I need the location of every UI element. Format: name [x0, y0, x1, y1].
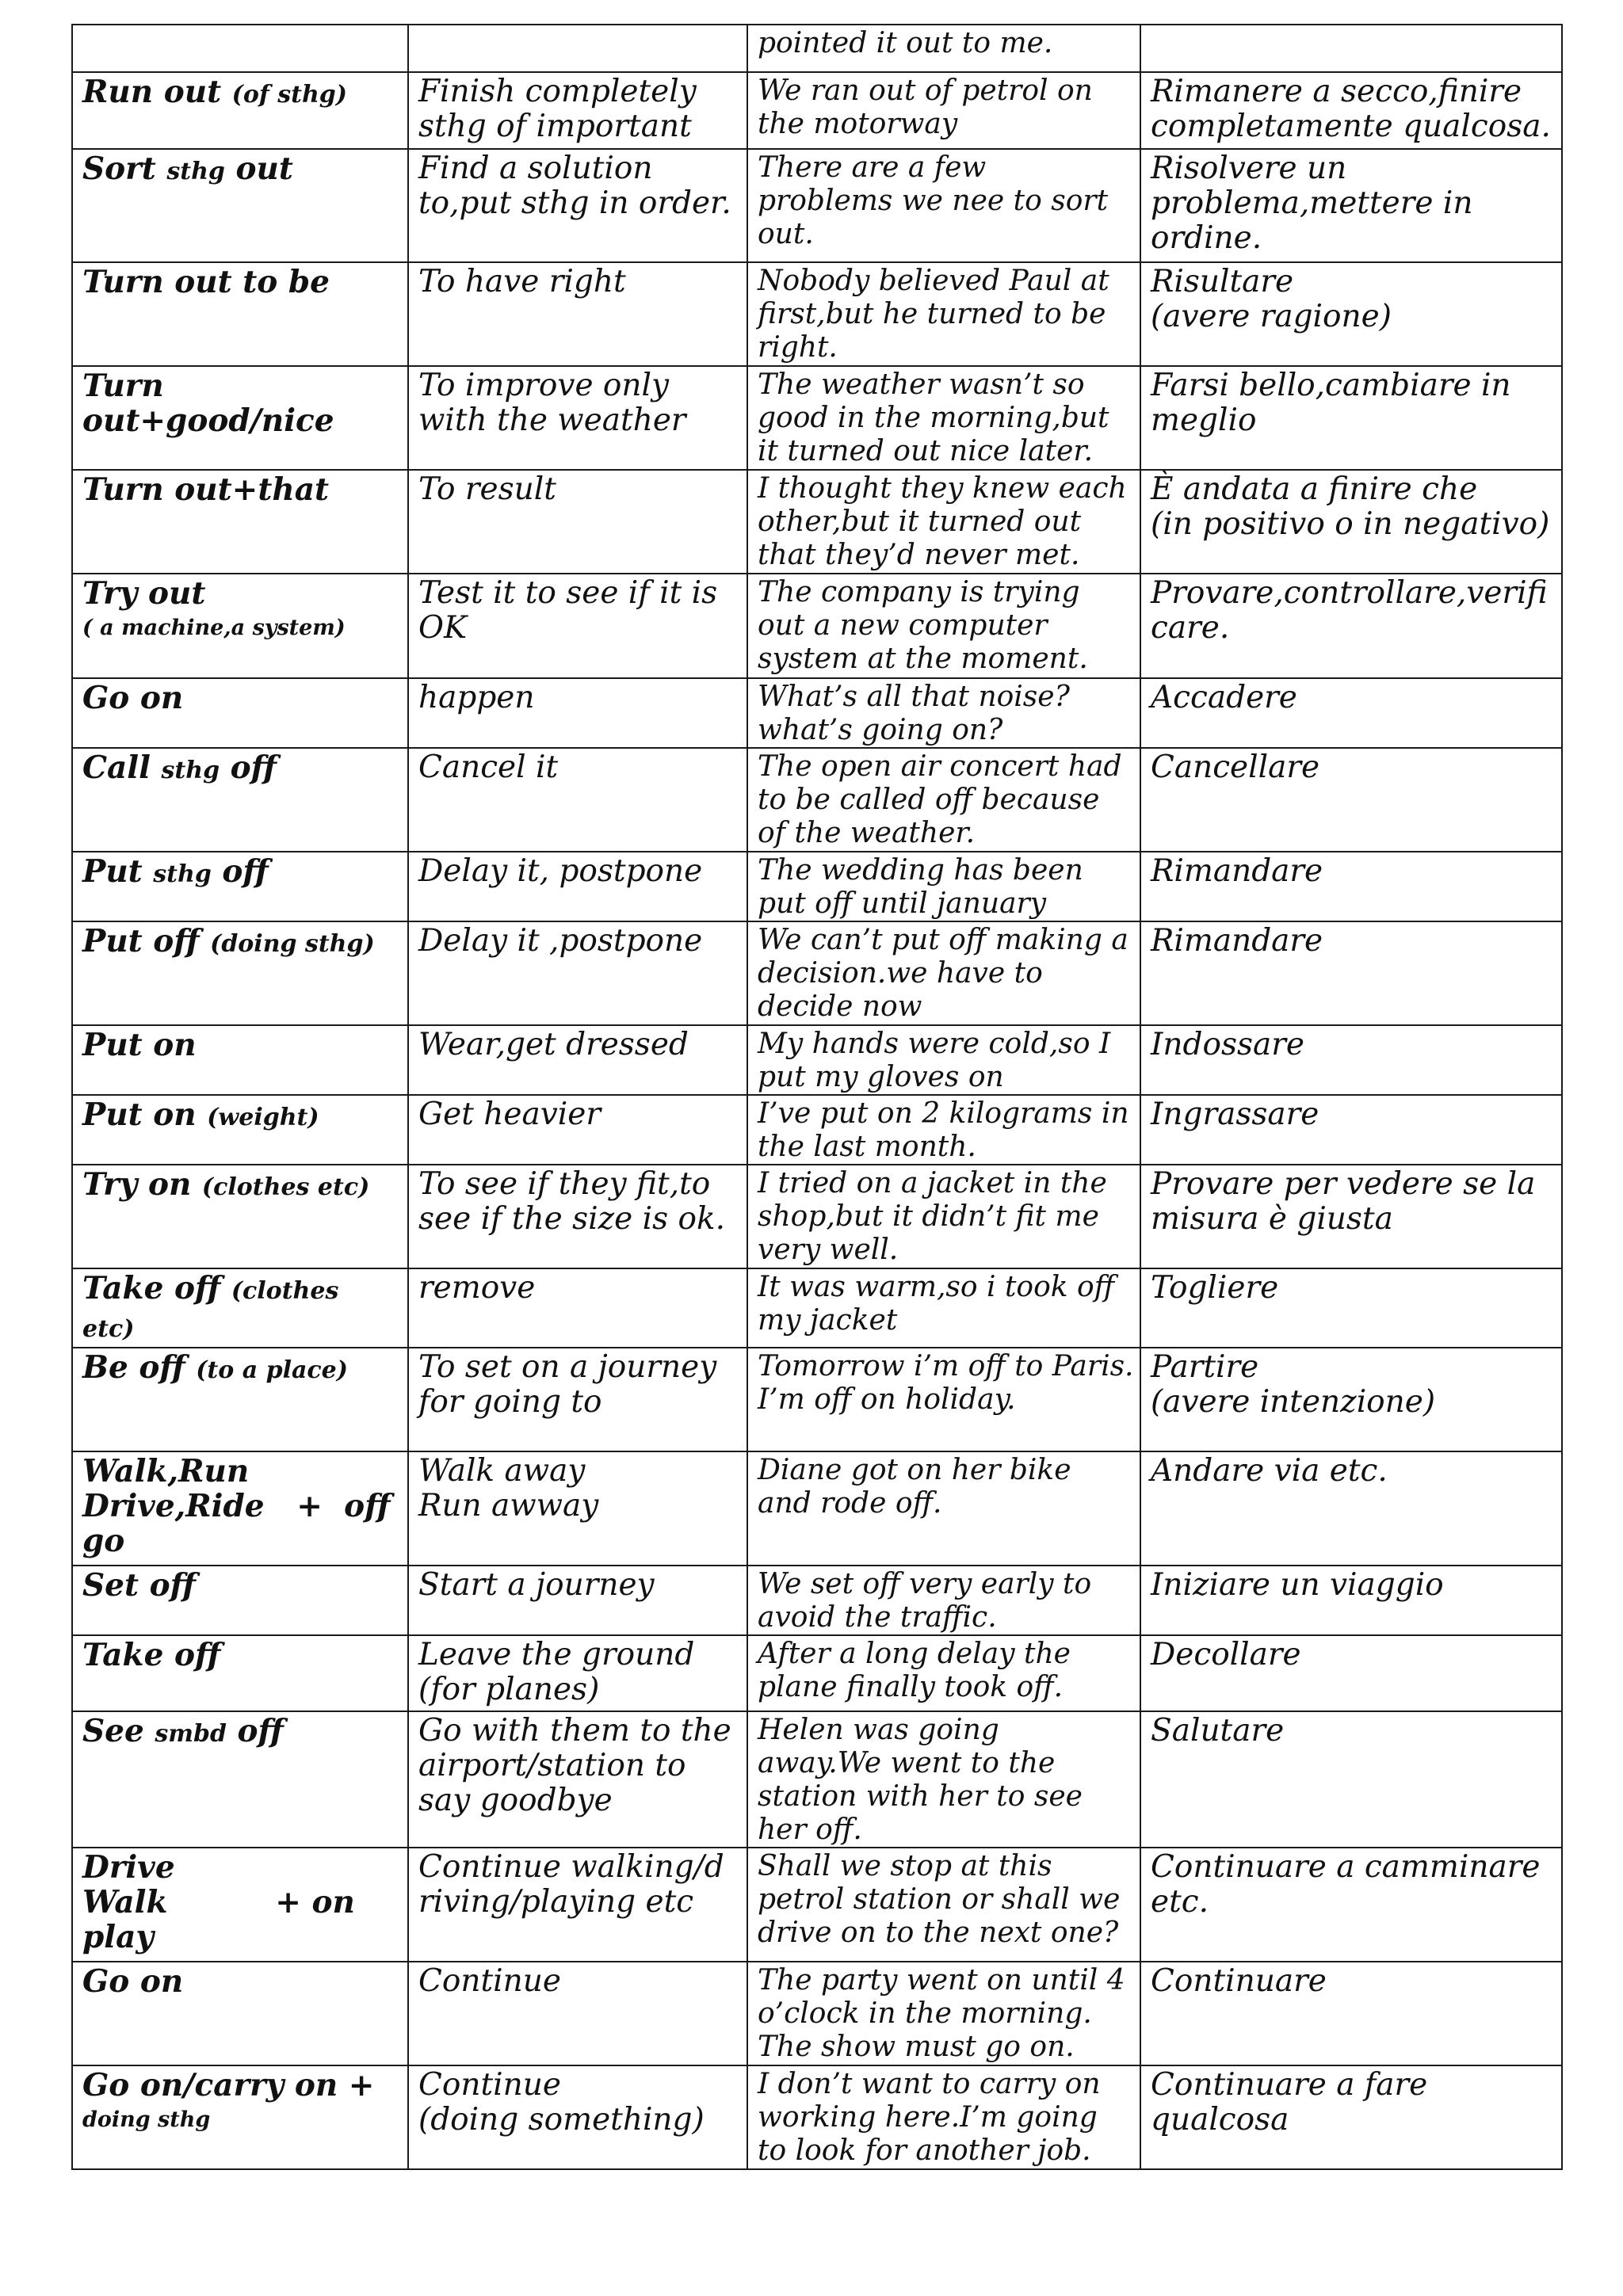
- phrase-note: (to a place): [196, 1356, 348, 1384]
- table-row: [72, 470, 1562, 574]
- table-row: [72, 1848, 1562, 1962]
- meaning-cell: Delay it ,postpone: [408, 921, 747, 1025]
- phrase-cell: [72, 1268, 408, 1348]
- table-row: [72, 1025, 1562, 1095]
- translation-cell: Rimanere a secco,finire completamente qualcosa.: [1140, 72, 1562, 149]
- meaning-cell: To see if they fit,to see if the size is ok.: [408, 1165, 747, 1268]
- phrase-note: (doing sthg): [210, 930, 375, 958]
- meaning-cell: Continue: [408, 1962, 747, 2065]
- phrase-cell: Put on: [72, 1025, 408, 1095]
- phrase-text: Try on: [82, 1166, 192, 1203]
- phrase-cell: [72, 1095, 408, 1165]
- phrase-particle: off: [237, 1713, 284, 1749]
- meaning-line: Continue: [418, 2067, 561, 2103]
- example-line: The party went on until 4 o’clock in the morning.: [758, 1964, 1125, 2030]
- phrase-verb: Sort: [82, 151, 156, 187]
- phrase-line: Walk,Run: [82, 1453, 250, 1489]
- table-row: [72, 1095, 1562, 1165]
- translation-note: (in positivo o in negativo): [1151, 506, 1550, 542]
- translation-cell: [1140, 25, 1562, 72]
- example-line: Tomorrow i’m off to Paris.: [758, 1350, 1134, 1383]
- example-cell: I tried on a jacket in the shop,but it didn’t fit me very well.: [747, 1165, 1140, 1268]
- table-row: [72, 574, 1562, 678]
- table-row: [72, 2065, 1562, 2169]
- translation-line: Risultare: [1151, 264, 1294, 299]
- table-row: [72, 1348, 1562, 1451]
- example-cell: Nobody believed Paul at first,but he turned to be right.: [747, 262, 1140, 366]
- translation-cell: Togliere: [1140, 1268, 1562, 1348]
- translation-line: È andata a finire che: [1151, 471, 1478, 507]
- meaning-cell: Get heavier: [408, 1095, 747, 1165]
- phrasal-verbs-table: [71, 24, 1563, 2170]
- phrase-line: Drive,Ride + off: [82, 1488, 391, 1524]
- phrase-note: (weight): [207, 1104, 319, 1131]
- phrase-note: ( a machine,a system): [82, 616, 346, 640]
- phrase-cell: [72, 149, 408, 262]
- table-row: [72, 1566, 1562, 1635]
- meaning-cell: [408, 1635, 747, 1711]
- example-cell: We ran out of petrol on the motorway: [747, 72, 1140, 149]
- phrase-line: go: [82, 1523, 125, 1559]
- phrase-cell: Go on: [72, 1962, 408, 2065]
- meaning-cell: happen: [408, 678, 747, 748]
- example-line: I’m off on holiday.: [758, 1383, 1016, 1416]
- phrase-text: Go on/carry on +: [82, 2067, 375, 2103]
- phrase-line: Drive: [82, 1849, 175, 1886]
- translation-cell: Farsi bello,cambiare in meglio: [1140, 366, 1562, 470]
- meaning-line: Run awway: [418, 1488, 599, 1524]
- meaning-line: Leave the ground: [418, 1637, 695, 1672]
- translation-note: (avere ragione): [1151, 299, 1392, 334]
- table-row: [72, 72, 1562, 149]
- example-cell: After a long delay the plane finally took off.: [747, 1635, 1140, 1711]
- phrase-cell: [72, 25, 408, 72]
- table-row: [72, 149, 1562, 262]
- phrase-text: Try out: [82, 575, 206, 612]
- phrase-cell: Turn out+that: [72, 470, 408, 574]
- example-cell: The open air concert had to be called off because of the weather.: [747, 748, 1140, 852]
- meaning-cell: Find a solution to,put sthg in order.: [408, 149, 747, 262]
- phrase-cell: Go on: [72, 678, 408, 748]
- translation-cell: Andare via etc.: [1140, 1451, 1562, 1566]
- translation-line: Partire: [1151, 1349, 1259, 1385]
- translation-cell: Accadere: [1140, 678, 1562, 748]
- phrase-cell: Turn out+good/nice: [72, 366, 408, 470]
- phrase-line: Walk + on: [82, 1884, 355, 1920]
- translation-note: (avere intenzione): [1151, 1384, 1436, 1420]
- meaning-cell: Start a journey: [408, 1566, 747, 1635]
- phrase-text: Run out: [82, 74, 222, 110]
- phrase-line: play: [82, 1919, 155, 1955]
- example-cell: It was warm,so i took off my jacket: [747, 1268, 1140, 1348]
- phrase-particle: off: [222, 853, 269, 890]
- meaning-cell: To improve only with the weather: [408, 366, 747, 470]
- translation-cell: Iniziare un viaggio: [1140, 1566, 1562, 1635]
- meaning-cell: [408, 25, 747, 72]
- example-cell: pointed it out to me.: [747, 25, 1140, 72]
- example-cell: What’s all that noise? what’s going on?: [747, 678, 1140, 748]
- translation-cell: Ingrassare: [1140, 1095, 1562, 1165]
- phrase-object: sthg: [153, 860, 212, 888]
- phrase-text: Put on: [82, 1097, 197, 1133]
- example-cell: The company is trying out a new computer system at the moment.: [747, 574, 1140, 678]
- phrase-note: doing sthg: [82, 2107, 211, 2132]
- table-row: [72, 1962, 1562, 2065]
- meaning-cell: Cancel it: [408, 748, 747, 852]
- phrase-verb: See: [82, 1713, 144, 1749]
- phrase-cell: [72, 921, 408, 1025]
- phrase-object: sthg: [166, 158, 225, 185]
- table-row: [72, 678, 1562, 748]
- phrase-cell: [72, 1165, 408, 1268]
- example-cell: We set off very early to avoid the traffic.: [747, 1566, 1140, 1635]
- phrase-text: Put off: [82, 923, 200, 959]
- phrase-cell: [72, 1711, 408, 1848]
- phrase-cell: [72, 72, 408, 149]
- translation-cell: [1140, 470, 1562, 574]
- table-row: [72, 852, 1562, 921]
- phrase-particle: out: [235, 151, 293, 187]
- phrase-cell: [72, 574, 408, 678]
- example-cell: I’ve put on 2 kilograms in the last month.: [747, 1095, 1140, 1165]
- meaning-cell: Go with them to the airport/station to say goodbye: [408, 1711, 747, 1848]
- meaning-line: Walk away: [418, 1453, 586, 1489]
- meaning-line: (doing something): [418, 2102, 705, 2138]
- table-row: [72, 1268, 1562, 1348]
- meaning-line: (for planes): [418, 1672, 600, 1707]
- table-row: [72, 366, 1562, 470]
- meaning-cell: [408, 2065, 747, 2169]
- table-row: [72, 748, 1562, 852]
- phrase-note: (clothes etc): [201, 1173, 370, 1201]
- translation-cell: Continuare a fare qualcosa: [1140, 2065, 1562, 2169]
- example-cell: Diane got on her bike and rode off.: [747, 1451, 1140, 1566]
- table-row: [72, 262, 1562, 366]
- phrase-cell: [72, 1451, 408, 1566]
- meaning-cell: Wear,get dressed: [408, 1025, 747, 1095]
- example-cell: The wedding has been put off until january: [747, 852, 1140, 921]
- example-cell: I don’t want to carry on working here.I’m going to look for another job.: [747, 2065, 1140, 2169]
- translation-cell: [1140, 262, 1562, 366]
- translation-cell: Provare per vedere se la misura è giusta: [1140, 1165, 1562, 1268]
- example-cell: Helen was going away.We went to the station with her to see her off.: [747, 1711, 1140, 1848]
- example-cell: We can’t put off making a decision.we have to decide now: [747, 921, 1140, 1025]
- phrase-object: smbd: [155, 1720, 227, 1748]
- phrase-cell: Turn out to be: [72, 262, 408, 366]
- table-row: [72, 1635, 1562, 1711]
- meaning-cell: remove: [408, 1268, 747, 1348]
- example-cell: My hands were cold,so I put my gloves on: [747, 1025, 1140, 1095]
- table-row: [72, 921, 1562, 1025]
- example-cell: [747, 1348, 1140, 1451]
- phrase-particle: off: [230, 749, 277, 786]
- translation-cell: Indossare: [1140, 1025, 1562, 1095]
- meaning-cell: To set on a journey for going to: [408, 1348, 747, 1451]
- meaning-cell: To have right: [408, 262, 747, 366]
- translation-cell: Rimandare: [1140, 921, 1562, 1025]
- example-line: The show must go on.: [758, 2031, 1075, 2063]
- meaning-cell: [408, 1451, 747, 1566]
- phrase-cell: Set off: [72, 1566, 408, 1635]
- translation-cell: Decollare: [1140, 1635, 1562, 1711]
- example-cell: There are a few problems we nee to sort out.: [747, 149, 1140, 262]
- meaning-cell: Delay it, postpone: [408, 852, 747, 921]
- example-cell: [747, 1962, 1140, 2065]
- phrase-cell: [72, 852, 408, 921]
- translation-cell: Risolvere un problema,mettere in ordine.: [1140, 149, 1562, 262]
- translation-cell: Continuare a camminare etc.: [1140, 1848, 1562, 1962]
- table-row: [72, 1711, 1562, 1848]
- translation-cell: [1140, 1348, 1562, 1451]
- phrase-verb: Put: [82, 853, 143, 890]
- phrase-cell: [72, 2065, 408, 2169]
- translation-cell: Rimandare: [1140, 852, 1562, 921]
- table-row: [72, 25, 1562, 72]
- meaning-cell: Test it to see if it is OK: [408, 574, 747, 678]
- example-cell: Shall we stop at this petrol station or shall we drive on to the next one?: [747, 1848, 1140, 1962]
- phrase-object: sthg: [161, 757, 220, 784]
- meaning-cell: Continue walking/driving/playing etc: [408, 1848, 747, 1962]
- translation-cell: Cancellare: [1140, 748, 1562, 852]
- phrase-cell: Take off: [72, 1635, 408, 1711]
- meaning-cell: To result: [408, 470, 747, 574]
- translation-cell: Provare,controllare,verificare.: [1140, 574, 1562, 678]
- table-row: [72, 1165, 1562, 1268]
- translation-cell: Salutare: [1140, 1711, 1562, 1848]
- phrase-note: (clothes etc): [82, 1277, 339, 1343]
- meaning-cell: Finish completely sthg of important: [408, 72, 747, 149]
- translation-cell: Continuare: [1140, 1962, 1562, 2065]
- phrase-cell: [72, 1348, 408, 1451]
- phrase-note: (of sthg): [231, 81, 347, 109]
- phrase-cell: [72, 1848, 408, 1962]
- phrase-text: Take off: [82, 1270, 221, 1306]
- phrase-cell: [72, 748, 408, 852]
- phrase-text: Be off: [82, 1349, 185, 1386]
- table-row: [72, 1451, 1562, 1566]
- phrase-verb: Call: [82, 749, 151, 786]
- example-cell: I thought they knew each other,but it turned out that they’d never met.: [747, 470, 1140, 574]
- example-cell: The weather wasn’t so good in the morning,but it turned out nice later.: [747, 366, 1140, 470]
